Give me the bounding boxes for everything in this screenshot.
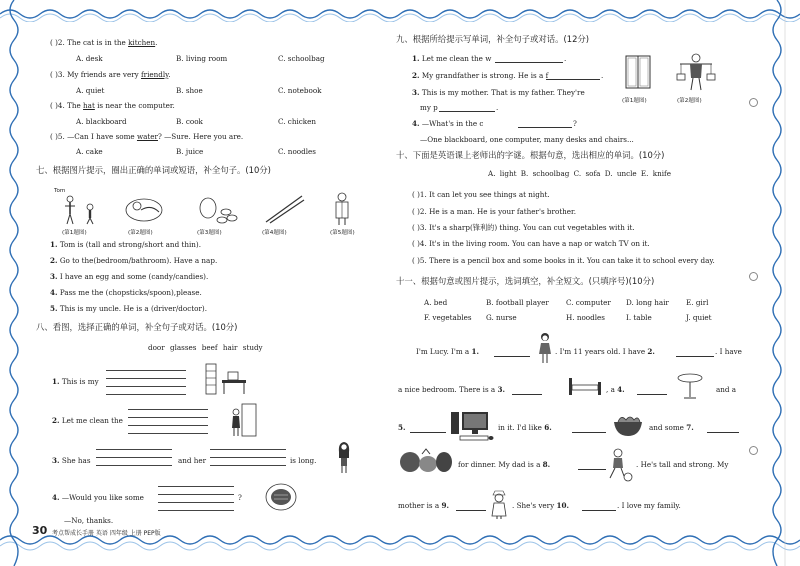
answer-line[interactable] [210, 457, 286, 458]
vegetables-picture [398, 448, 454, 474]
period: . [601, 71, 604, 80]
passage-text: and some 7. [649, 423, 694, 432]
word-option: E. girl [686, 298, 709, 307]
fill-question-3: 3. She has [52, 456, 91, 465]
tall-short-boys-picture [58, 195, 104, 225]
question-mark: ? [238, 493, 242, 502]
passage-text: a nice bedroom. There is a 3. [398, 385, 506, 394]
word-option: H. noodles [566, 313, 605, 322]
nap-picture [123, 194, 165, 224]
answer-blank-3[interactable] [512, 394, 542, 395]
question-mark: ? [573, 119, 577, 128]
option-a: A. quiet [76, 86, 105, 95]
option-c: C. notebook [278, 86, 322, 95]
passage-text: . I'm 11 years old. I have 2. [555, 347, 655, 356]
period: . [564, 54, 567, 63]
answer-blank-10[interactable] [582, 510, 616, 511]
option-list: A. light B. schoolbag C. sofa D. uncle E. knife [488, 169, 671, 178]
word-option: A. bed [424, 298, 448, 307]
picture-caption: (第1题图) [62, 230, 87, 236]
option-c: C. schoolbag [278, 54, 325, 63]
passage-text: and a [716, 385, 737, 394]
passage-text: for dinner. My dad is a 8. [458, 460, 551, 469]
passage-text: in it. I'd like 6. [498, 423, 552, 432]
passage-text: . I have [715, 347, 742, 356]
chopsticks-picture [260, 194, 306, 224]
answer-blank-7[interactable] [707, 432, 739, 433]
answer-line[interactable] [106, 370, 186, 371]
passage-text: . I love my family. [617, 501, 681, 510]
riddle-item: ( )1. It can let you see things at night. [412, 190, 550, 199]
circle-sentence: 1. Tom is (tall and strong/short and thin). [50, 240, 201, 249]
word-option: C. computer [566, 298, 611, 307]
circle-sentence: 3. I have an egg and some (candy/candies). [50, 272, 209, 281]
fill-question-1: 1. This is my [52, 377, 99, 386]
table-picture [676, 372, 704, 400]
answer-blank[interactable] [495, 62, 563, 63]
answer-blank[interactable] [439, 111, 495, 112]
answer-blank-5[interactable] [410, 432, 446, 433]
fill-question-4: 4. —Would you like some [52, 493, 144, 502]
picture-caption: (第3题图) [197, 230, 222, 236]
circle-sentence: 2. Go to the(bedroom/bathroom). Have a nap. [50, 256, 218, 265]
word-option: I. table [626, 313, 652, 322]
answer-line[interactable] [158, 510, 234, 511]
noodles-picture [612, 412, 644, 438]
sentence-end: is long. [290, 456, 317, 465]
spelling-question: 1. Let me clean the w [412, 54, 492, 63]
girl-picture [536, 332, 554, 364]
picture-caption: (第2题图) [128, 230, 153, 236]
option-c: C. noodles [278, 147, 316, 156]
passage-text: 5. [398, 423, 406, 432]
riddle-item: ( )5. There is a pencil box and some books in it. You can take it to school every day. [412, 256, 715, 265]
answer-blank-2[interactable] [676, 356, 714, 357]
answer-line[interactable] [96, 457, 172, 458]
football-player-picture [604, 448, 634, 482]
sentence-middle: and her [178, 456, 207, 465]
section-title: 十一、根据句意或图片提示，选词填空，补全短文。(只填序号)(10分) [396, 276, 655, 286]
beef-plate-picture [264, 482, 298, 512]
picture-caption: (第2题图) [677, 98, 702, 104]
nurse-picture [488, 490, 510, 520]
page-number: 30 [32, 524, 48, 537]
answer-blank-8[interactable] [578, 469, 606, 470]
answer-line[interactable] [158, 486, 234, 487]
section-title: 九、根据所给提示写单词，补全句子或对话。(12分) [396, 34, 590, 44]
word-option: J. quiet [686, 313, 712, 322]
answer-line[interactable] [210, 449, 286, 450]
bed-picture [567, 376, 603, 396]
passage-text: . He's tall and strong. My [636, 460, 729, 469]
word-option: B. football player [486, 298, 549, 307]
answer-line[interactable] [128, 417, 208, 418]
spelling-question-cont: my p [420, 103, 438, 112]
answer-line[interactable] [128, 433, 208, 434]
binder-ring [749, 272, 758, 281]
window-picture [622, 54, 654, 92]
spelling-question: 4. —What's in the c [412, 119, 484, 128]
option-b: B. cook [176, 117, 203, 126]
fill-question-2: 2. Let me clean the [52, 416, 123, 425]
girl-door-picture [228, 402, 258, 438]
option-b: B. juice [176, 147, 204, 156]
period: . [496, 103, 499, 112]
passage-text: I'm Lucy. I'm a 1. [416, 347, 480, 356]
mc-question: ( )2. The cat is in the kitchen. [50, 38, 158, 47]
egg-candy-picture [196, 196, 240, 224]
riddle-item: ( )2. He is a man. He is your father's brother. [412, 207, 576, 216]
mc-question: ( )4. The hat is near the computer. [50, 101, 175, 110]
section-title: 八、看图，选择正确的单词，补全句子或对话。(10分) [36, 322, 238, 332]
option-a: A. desk [76, 54, 103, 63]
answer-blank-6[interactable] [572, 432, 606, 433]
doctor-picture [331, 192, 353, 226]
word-option: F. vegetables [424, 313, 472, 322]
section-title: 十、下面是英语课上老师出的字谜。根据句意，选出相应的单词。(10分) [396, 150, 665, 160]
answer-line[interactable] [158, 502, 234, 503]
spelling-question: 3. This is my mother. That is my father. They're [412, 88, 585, 97]
answer-line[interactable] [128, 409, 208, 410]
long-hair-girl-picture [336, 440, 352, 474]
wave-border-top [0, 0, 800, 22]
passage-text: , a 4. [606, 385, 625, 394]
circle-sentence: 5. This is my uncle. He is a (driver/doctor). [50, 304, 207, 313]
answer-blank-4[interactable] [637, 394, 667, 395]
picture-caption: (第4题图) [262, 230, 287, 236]
answer-line[interactable] [210, 465, 286, 466]
answer-line[interactable] [106, 378, 186, 379]
computer-picture [450, 410, 494, 442]
answer-blank[interactable] [546, 79, 600, 80]
spelling-question: 2. My grandfather is strong. He is a f [412, 71, 549, 80]
circle-sentence: 4. Pass me the (chopsticks/spoon),please. [50, 288, 202, 297]
option-b: B. shoe [176, 86, 203, 95]
picture-caption: (第1题图) [622, 98, 647, 104]
mc-question: ( )3. My friends are very friendly. [50, 70, 171, 79]
option-c: C. chicken [278, 117, 317, 126]
wave-border-left [0, 0, 22, 566]
answer-blank-1[interactable] [494, 356, 530, 357]
passage-text: mother is a 9. [398, 501, 450, 510]
picture-label: Tom [54, 188, 66, 194]
dialog-answer: —One blackboard, one computer, many desks and chairs... [420, 135, 634, 144]
farmer-picture [676, 52, 716, 92]
riddle-item: ( )3. It's a sharp(锋利的) thing. You can cut vegetables with it. [412, 223, 635, 232]
answer-line[interactable] [96, 449, 172, 450]
dialog-answer: —No, thanks. [64, 516, 114, 525]
option-a: A. blackboard [76, 117, 127, 126]
binder-ring [749, 98, 758, 107]
section-title: 七、根据图片提示，圈出正确的单词或短语，补全句子。(10分) [36, 165, 271, 175]
word-option: G. nurse [486, 313, 517, 322]
answer-line[interactable] [128, 425, 208, 426]
riddle-item: ( )4. It's in the living room. You can have a nap or watch TV on it. [412, 239, 650, 248]
word-bank: door glasses beef hair study [148, 343, 263, 352]
option-a: A. cake [76, 147, 103, 156]
answer-line[interactable] [158, 494, 234, 495]
answer-line[interactable] [106, 386, 186, 387]
answer-line[interactable] [96, 465, 172, 466]
book-title: 考点帮成长手册 英语 四年级 上册 PEP版 [52, 530, 161, 537]
word-option: D. long hair [626, 298, 669, 307]
passage-text: . She's very 10. [512, 501, 569, 510]
mc-question: ( )5. —Can I have some water? —Sure. Here you are. [50, 132, 244, 141]
binder-ring [749, 446, 758, 455]
picture-caption: (第5题图) [330, 230, 355, 236]
study-room-picture [204, 362, 250, 396]
answer-blank-9[interactable] [456, 510, 486, 511]
option-b: B. living room [176, 54, 228, 63]
wave-border-right [765, 0, 800, 566]
answer-line[interactable] [106, 394, 186, 395]
answer-blank[interactable] [518, 127, 572, 128]
